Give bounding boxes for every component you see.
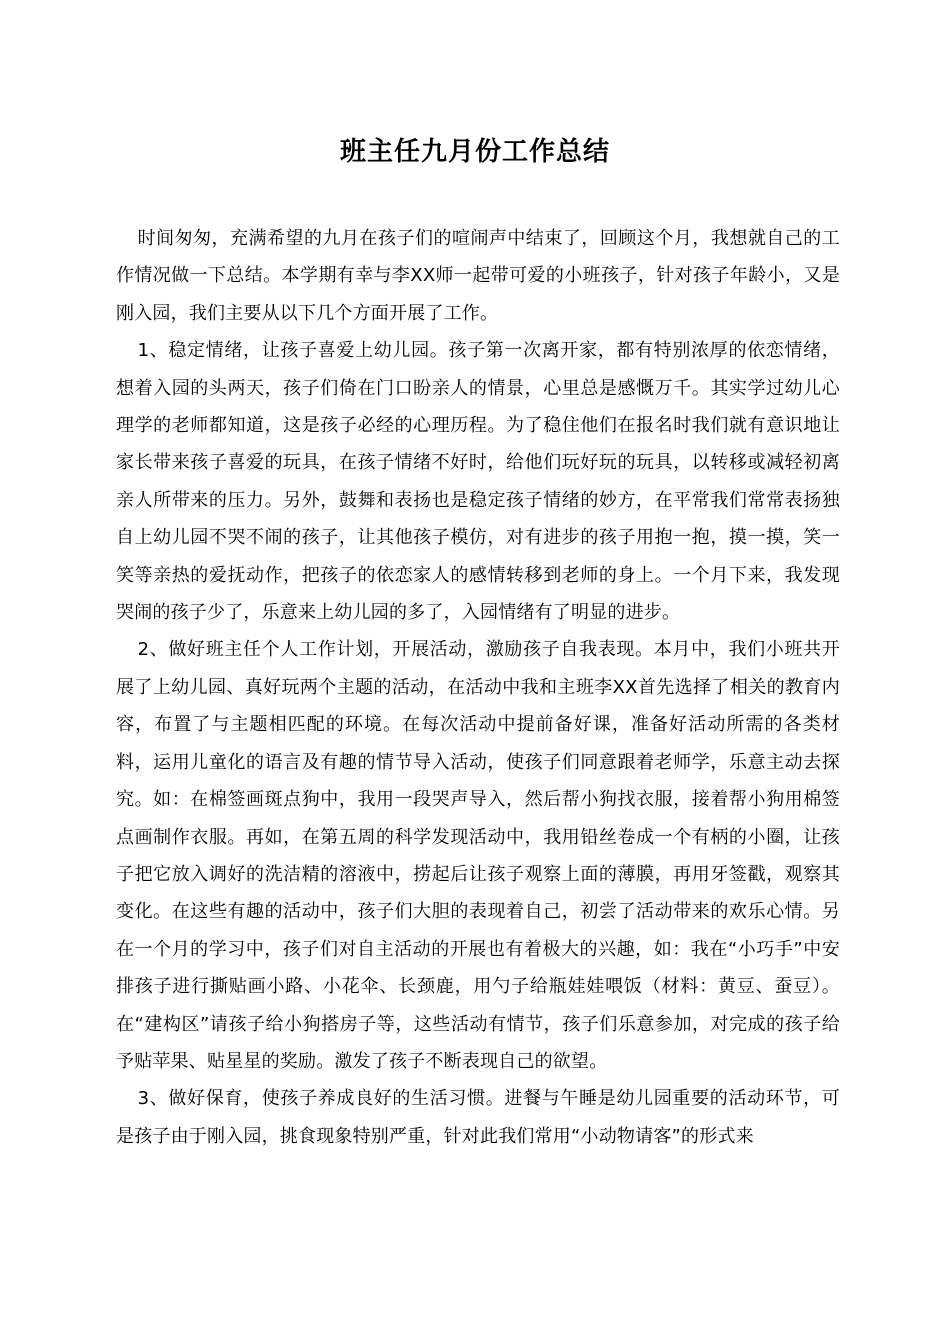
paragraph-section-1: 1、稳定情绪，让孩子喜爱上幼儿园。孩子第一次离开家，都有特别浓厚的依恋情绪，想着入园的头两天，孩子们倚在门口盼亲人的情景，心里总是感慨万千。其实学过幼儿心理学的老师都知道，这是孩子必经的心理历程。为了稳住他们在报名时我们就有意识地让家长带来孩子喜爱的玩具，在孩子情绪不好时，给他们玩好玩的玩具，以转移或减轻初离亲人所带来的压力。另外，鼓舞和表扬也是稳定孩子情绪的妙方，在平常我们常常表扬独自上幼儿园不哭不闹的孩子，让其他孩子模仿，对有进步的孩子用抱一抱，摸一摸，笑一笑等亲热的爱抚动作，把孩子的依恋家人的感情转移到老师的身上。一个月下来，我发现哭闹的孩子少了，乐意来上幼儿园的多了，入园情绪有了明显的进步。	[116, 340, 840, 624]
paragraph-section-3: 3、做好保育，使孩子养成良好的生活习惯。进餐与午睡是幼儿园重要的活动环节，可是孩子由于刚入园，挑食现象特别严重，针对此我们常用“小动物请客”的形式来	[116, 1088, 840, 1147]
document-body	[116, 220, 840, 1155]
paragraph-intro: 时间匆匆，充满希望的九月在孩子们的喧闹声中结束了，回顾这个月，我想就自己的工作情况做一下总结。本学期有幸与李XX师一起带可爱的小班孩子，针对孩子年龄小，又是刚入园，我们主要从以下几个方面开展了工作。	[116, 228, 840, 324]
document-title: 班主任九月份工作总结	[339, 137, 610, 167]
paragraph-section-2: 2、做好班主任个人工作计划，开展活动，激励孩子自我表现。本月中，我们小班共开展了上幼儿园、真好玩两个主题的活动，在活动中我和主班李XX首先选择了相关的教育内容，布置了与主题相匹配的环境。在每次活动中提前备好课，准备好活动所需的各类材料，运用儿童化的语言及有趣的情节导入活动，使孩子们同意跟着老师学，乐意主动去探究。如：在棉签画斑点狗中，我用一段哭声导入，然后帮小狗找衣服，接着帮小狗用棉签点画制作衣服。再如，在第五周的科学发现活动中，我用铅丝卷成一个有柄的小圈，让孩子把它放入调好的洗洁精的溶液中，捞起后让孩子观察上面的薄膜，再用牙签戳，观察其变化。在这些有趣的活动中，孩子们大胆的表现着自己，初尝了活动带来的欢乐心情。另在一个月的学习中，孩子们对自主活动的开展也有着极大的兴趣，如：我在“小巧手”中安排孩子进行撕贴画小路、小花伞、长颈鹿，用勺子给瓶娃娃喂饭（材料：黄豆、蚕豆）。在“建构区”请孩子给小狗搭房子等，这些活动有情节，孩子们乐意参加，对完成的孩子给予贴苹果、贴星星的奖励。激发了孩子不断表现自己的欲望。	[116, 639, 840, 1072]
